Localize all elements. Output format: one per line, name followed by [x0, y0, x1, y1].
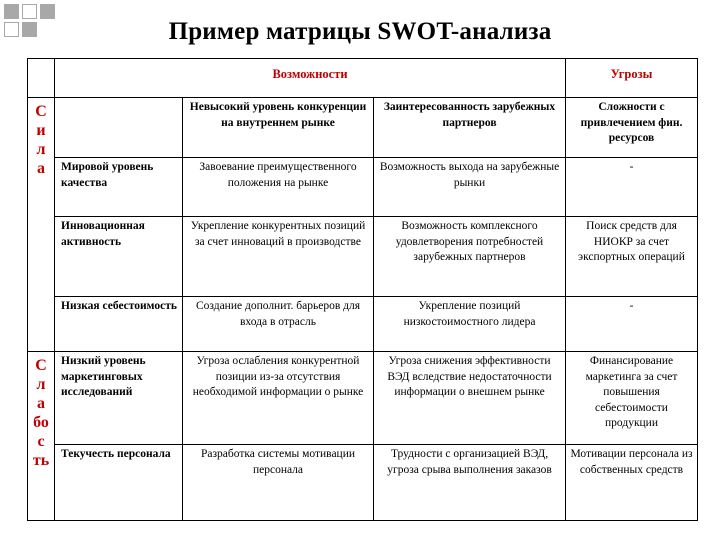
- opportunities-header: Возможности: [55, 59, 566, 98]
- row-label: Текучесть персонала: [55, 445, 183, 521]
- table-row: [28, 217, 698, 297]
- matrix-cell: Укрепление позиций низкостоимостного лидера: [374, 297, 566, 352]
- table-row: [28, 98, 698, 158]
- table-row: [28, 297, 698, 352]
- corner-cell: [28, 59, 55, 98]
- matrix-cell: Мотивации персонала из собственных средств: [566, 445, 698, 521]
- row-label: Мировой уровень качества: [55, 158, 183, 217]
- weaknesses-side-label: С л а бо с ть: [28, 352, 55, 521]
- matrix-cell: Завоевание преимущественного положения на рынке: [183, 158, 374, 217]
- table-row: [28, 158, 698, 217]
- deco-square: [22, 4, 37, 19]
- row-label: Низкий уровень маркетинговых исследований: [55, 352, 183, 445]
- swot-table: [27, 58, 698, 521]
- empty-cell: [55, 98, 183, 158]
- matrix-cell: -: [566, 297, 698, 352]
- matrix-cell: Укрепление конкурентных позиций за счет инноваций в производстве: [183, 217, 374, 297]
- deco-square: [4, 4, 19, 19]
- matrix-cell: Финансирование маркетинга за счет повышения себестоимости продукции: [566, 352, 698, 445]
- table-row: [28, 352, 698, 445]
- deco-square: [40, 4, 55, 19]
- opportunity-cell: Невысокий уровень конкуренции на внутреннем рынке: [183, 98, 374, 158]
- opportunity-cell: Заинтересованность зарубежных партнеров: [374, 98, 566, 158]
- header-row: [28, 59, 698, 98]
- matrix-cell: Угроза снижения эффективности ВЭД вследствие недостаточности информации о внешнем рынке: [374, 352, 566, 445]
- matrix-cell: Создание дополнит. барьеров для входа в отрасль: [183, 297, 374, 352]
- row-label: Инновационная активность: [55, 217, 183, 297]
- matrix-cell: Угроза ослабления конкурентной позиции из-за отсутствия необходимой информации о рынке: [183, 352, 374, 445]
- row-label: Низкая себестоимость: [55, 297, 183, 352]
- threats-header: Угрозы: [566, 59, 698, 98]
- matrix-cell: Поиск средств для НИОКР за счет экспортных операций: [566, 217, 698, 297]
- page-title: Пример матрицы SWOT-анализа: [168, 18, 552, 45]
- threat-cell: Сложности с привлечением фин. ресурсов: [566, 98, 698, 158]
- table-row: [28, 445, 698, 521]
- strengths-side-label: С и л а: [28, 98, 55, 352]
- matrix-cell: Разработка системы мотивации персонала: [183, 445, 374, 521]
- matrix-cell: Возможность комплексного удовлетворения потребностей зарубежных партнеров: [374, 217, 566, 297]
- matrix-cell: Трудности с организацией ВЭД, угроза срыва выполнения заказов: [374, 445, 566, 521]
- matrix-cell: -: [566, 158, 698, 217]
- matrix-cell: Возможность выхода на зарубежные рынки: [374, 158, 566, 217]
